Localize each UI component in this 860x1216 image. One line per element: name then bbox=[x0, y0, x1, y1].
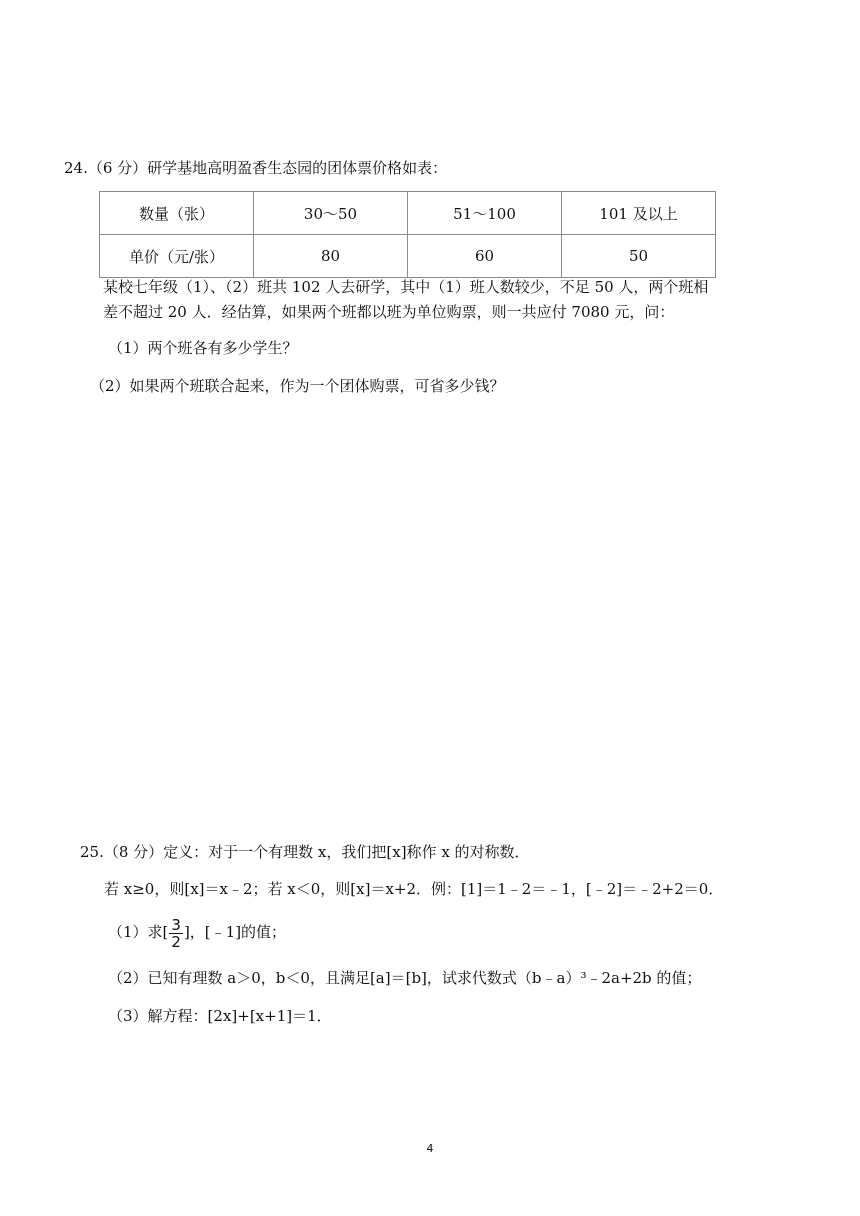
fraction-numerator: 3 bbox=[171, 915, 181, 934]
question-24-header: 24.（6 分）研学基地高明盈香生态园的团体票价格如表： bbox=[64, 159, 448, 177]
question-25-header: 25.（8 分）定义：对于一个有理数 x，我们把[x]称作 x 的对称数． bbox=[80, 843, 530, 861]
question-25-sub-1 bbox=[108, 912, 286, 952]
table-row bbox=[100, 192, 716, 235]
fraction-denominator: 2 bbox=[171, 932, 181, 951]
question-25-sub-2: （2）已知有理数 a＞0，b＜0，且满足[a]＝[b]，试求代数式（b﹣a）³﹣2a+2b 的值； bbox=[108, 969, 702, 987]
table-cell: 80 bbox=[254, 235, 408, 278]
page-number: 4 bbox=[426, 1142, 434, 1155]
table-cell: 单价（元/张） bbox=[100, 235, 254, 278]
group-ticket-price-table bbox=[99, 191, 716, 278]
table-cell: 50 bbox=[562, 235, 716, 278]
question-25-sub-3: （3）解方程：[2x]+[x+1]＝1． bbox=[108, 1007, 332, 1025]
sub-1-prefix: （1）求[ bbox=[108, 923, 169, 941]
table-row bbox=[100, 235, 716, 278]
table-cell: 60 bbox=[408, 235, 562, 278]
question-24-sub-1: （1）两个班各有多少学生？ bbox=[108, 339, 298, 357]
table-cell: 101 及以上 bbox=[562, 192, 716, 235]
question-24-sub-2: （2）如果两个班联合起来，作为一个团体购票，可省多少钱？ bbox=[90, 377, 505, 395]
table-cell: 51～100 bbox=[408, 192, 562, 235]
sub-1-suffix: ]，[﹣1]的值； bbox=[183, 923, 287, 941]
table-cell: 30～50 bbox=[254, 192, 408, 235]
question-24-body-line-2: 差不超过 20 人．经估算，如果两个班都以班为单位购票，则一共应付 7080 元，问： bbox=[103, 303, 675, 321]
question-25-definition: 若 x≥0，则[x]＝x﹣2；若 x＜0，则[x]＝x+2．例：[1]＝1﹣2＝﹣1，[﹣2]＝﹣2+2＝0． bbox=[104, 880, 724, 898]
table-cell: 数量（张） bbox=[100, 192, 254, 235]
question-24-body-line-1: 某校七年级（1）、（2）班共 102 人去研学，其中（1）班人数较少，不足 50 人，两个班相 bbox=[103, 278, 709, 296]
fraction-three-halves bbox=[169, 917, 183, 950]
